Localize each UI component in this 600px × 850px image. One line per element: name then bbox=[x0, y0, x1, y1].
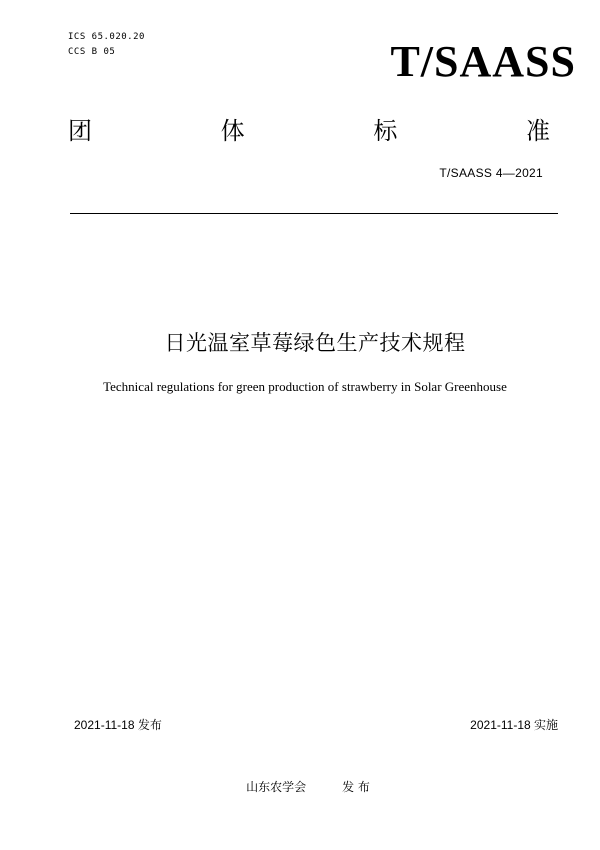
standard-type-char: 准 bbox=[525, 117, 550, 145]
title-chinese: 日光温室草莓绿色生产技术规程 bbox=[164, 331, 466, 355]
issue-date: 2021-11-18 发布 bbox=[74, 718, 162, 732]
ccs-code: CCS B 05 bbox=[68, 47, 116, 57]
classification-codes bbox=[68, 30, 145, 60]
standard-type-heading bbox=[68, 116, 550, 146]
title-english: Technical regulations for green production of strawberry in Solar Greenhouse bbox=[103, 379, 507, 394]
standard-type-char: 团 bbox=[68, 117, 92, 145]
issuer-action: 发 布 bbox=[342, 780, 370, 794]
issuer-line bbox=[0, 779, 600, 795]
standard-type-char: 标 bbox=[373, 117, 398, 145]
header-divider bbox=[70, 213, 558, 214]
standard-number: T/SAASS 4—2021 bbox=[439, 166, 543, 180]
organization-code: T/SAASS bbox=[390, 37, 576, 86]
issuer-name: 山东农学会 bbox=[246, 780, 307, 794]
implementation-date: 2021-11-18 实施 bbox=[470, 718, 558, 732]
ics-code: ICS 65.020.20 bbox=[68, 32, 145, 42]
standard-type-char: 体 bbox=[220, 117, 245, 145]
